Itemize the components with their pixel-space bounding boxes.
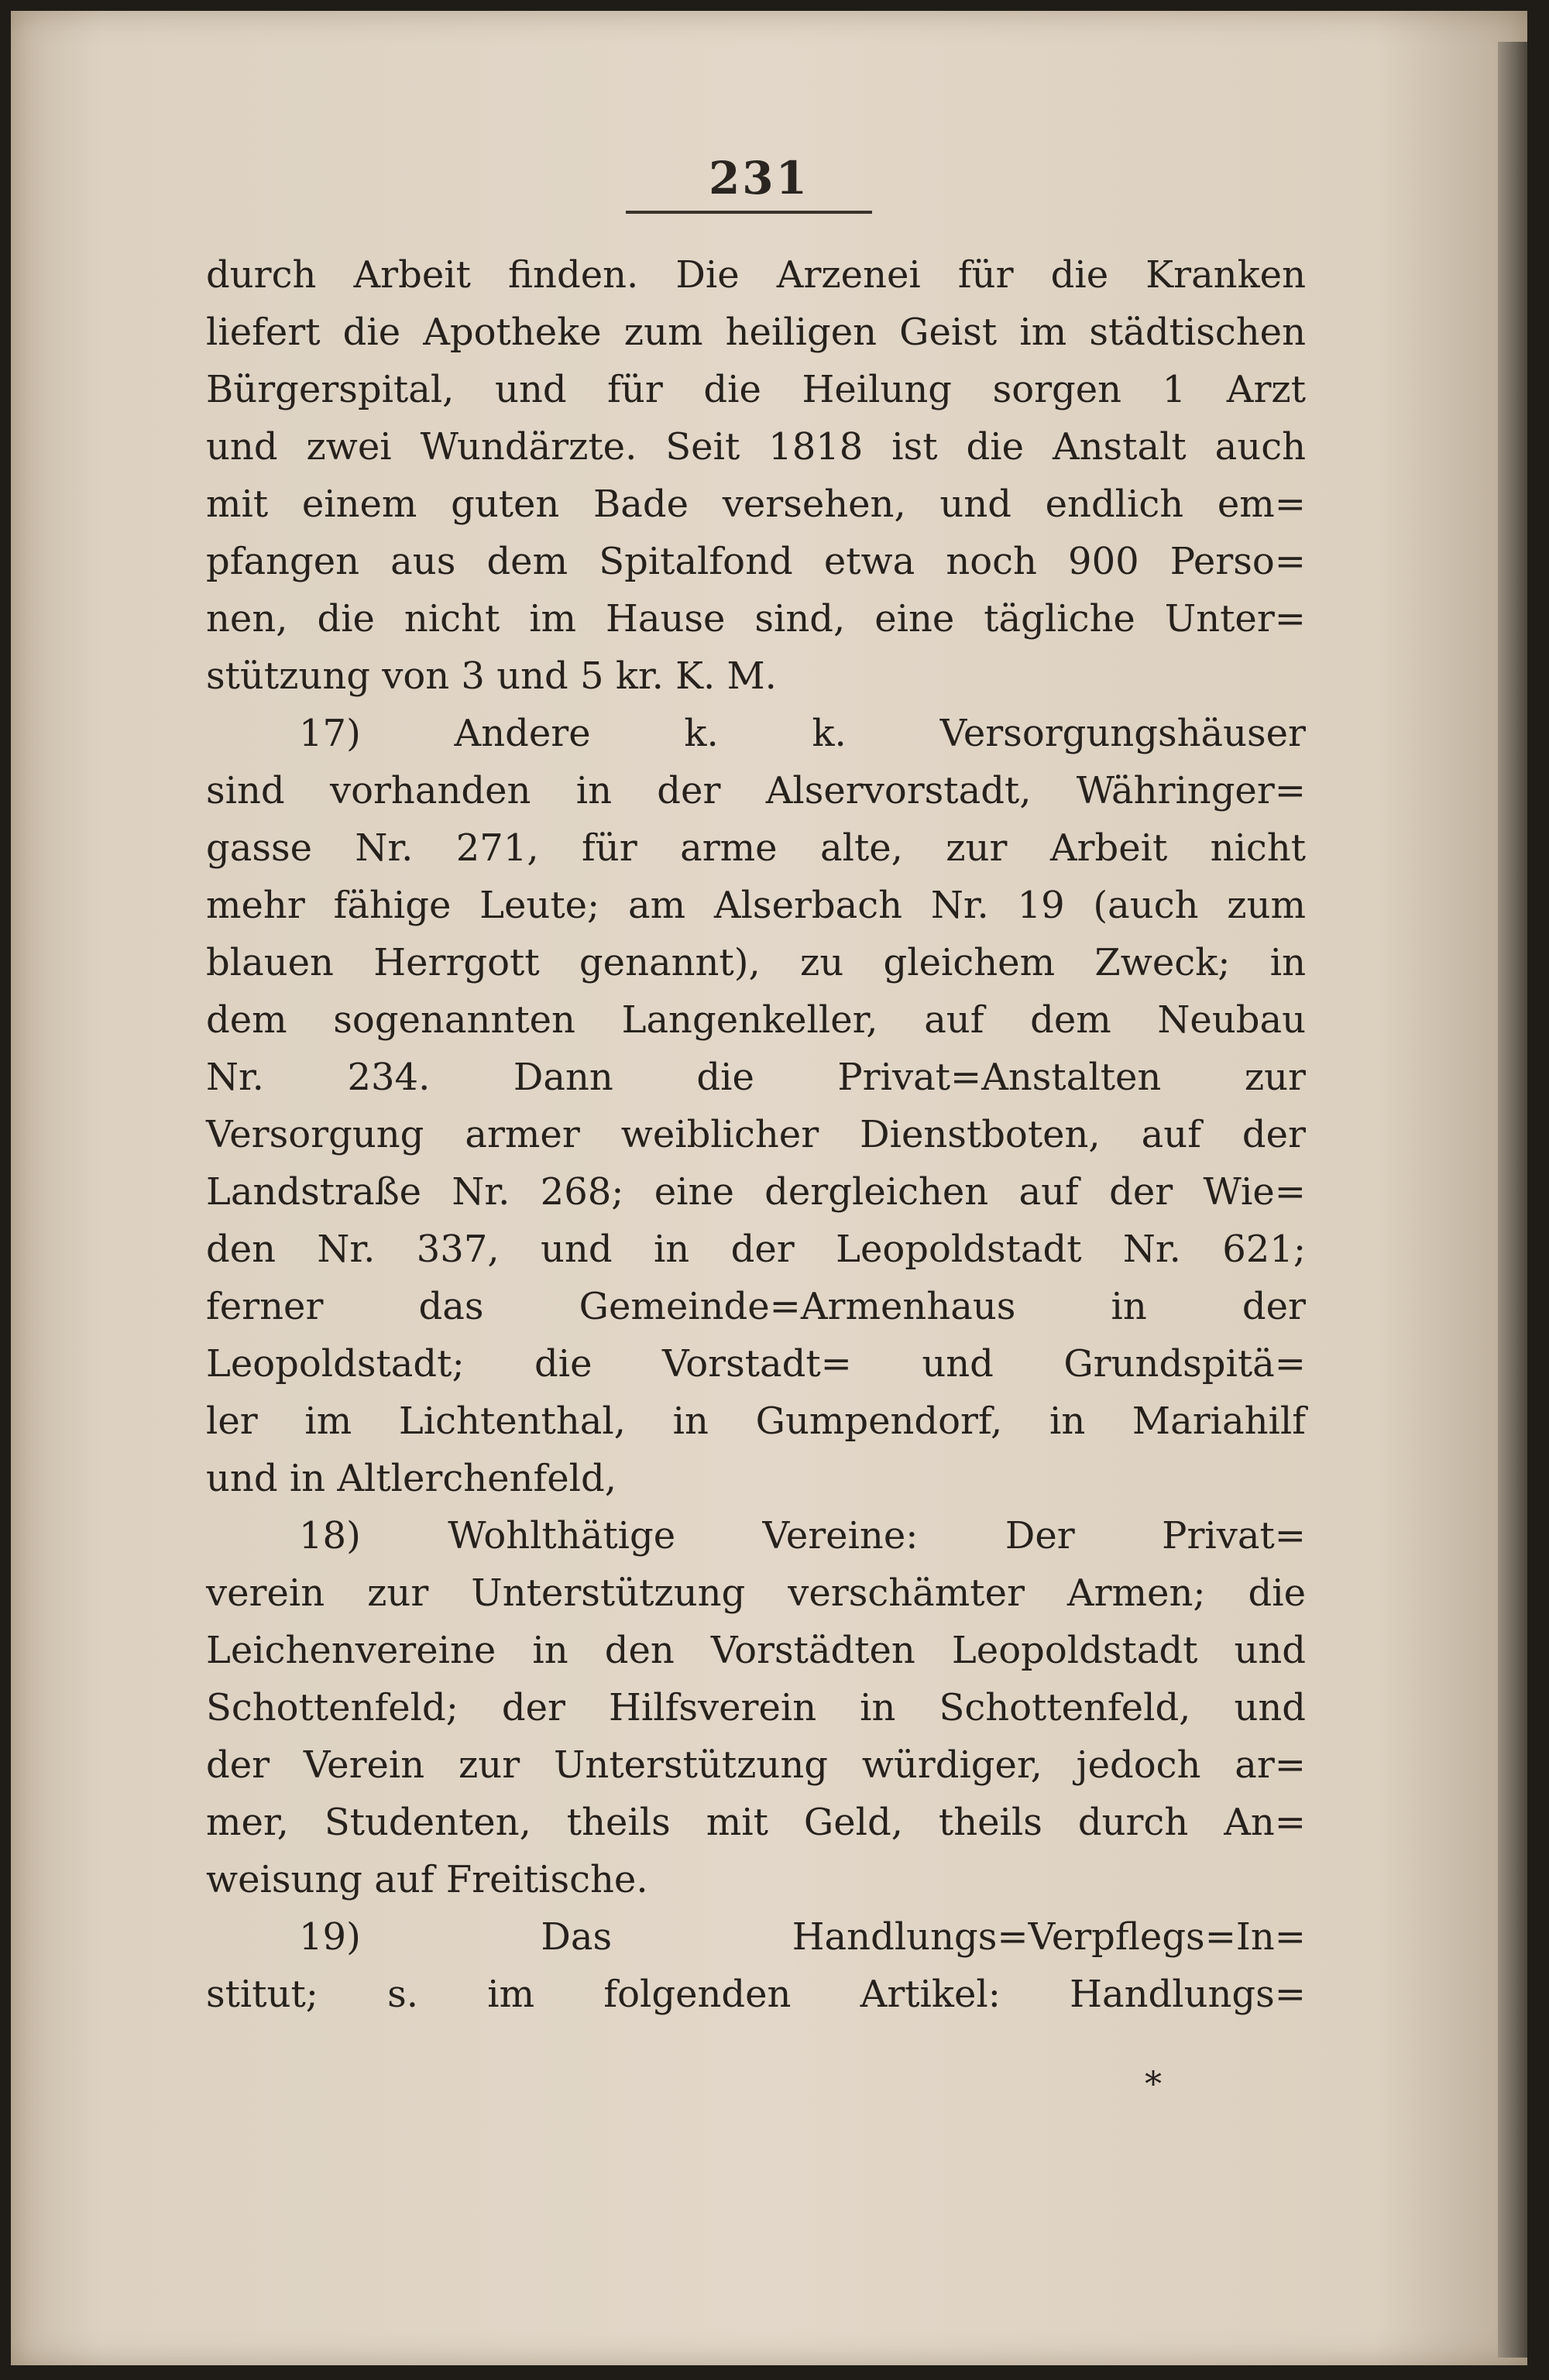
text-line: Leichenvereine in den Vorstädten Leopoldstadt und xyxy=(206,1629,1306,1672)
text-line: blauen Herrgott genannt), zu gleichem Zweck; in xyxy=(206,941,1306,984)
text-line: durch Arbeit finden. Die Arzenei für die Kranken xyxy=(206,253,1306,297)
text-line: Nr. 234. Dann die Privat=Anstalten zur xyxy=(206,1056,1306,1099)
text-line: stützung von 3 und 5 kr. K. M. xyxy=(206,654,777,698)
text-line: mit einem guten Bade versehen, und endlich em= xyxy=(206,483,1306,526)
body-text xyxy=(206,246,1306,2023)
text-line: den Nr. 337, und in der Leopoldstadt Nr. 621; xyxy=(206,1228,1306,1271)
text-line: Leopoldstadt; die Vorstadt= und Grundspitä= xyxy=(206,1342,1306,1386)
text-line: liefert die Apotheke zum heiligen Geist im städtischen xyxy=(206,311,1306,354)
text-line: Landstraße Nr. 268; eine dergleichen auf der Wie= xyxy=(206,1170,1306,1214)
text-line: ler im Lichtenthal, in Gumpendorf, in Mariahilf xyxy=(206,1399,1306,1443)
page-spine-edge xyxy=(1498,42,1527,2358)
text-line: gasse Nr. 271, für arme alte, zur Arbeit nicht xyxy=(206,826,1306,870)
text-line: der Verein zur Unterstützung würdiger, jedoch ar= xyxy=(206,1743,1306,1787)
signature-mark: * xyxy=(1145,2065,1162,2104)
page-number: 231 xyxy=(708,152,810,204)
text-line: Schottenfeld; der Hilfsverein in Schottenfeld, und xyxy=(206,1686,1306,1729)
text-line: dem sogenannten Langenkeller, auf dem Neubau xyxy=(206,998,1306,1042)
header-rule xyxy=(626,211,872,214)
text-line: und in Altlerchenfeld, xyxy=(206,1457,617,1500)
text-line: Versorgung armer weiblicher Dienstboten, auf der xyxy=(206,1113,1306,1156)
text-line: mehr fähige Leute; am Alserbach Nr. 19 (auch zum xyxy=(206,884,1306,927)
text-line: Bürgerspital, und für die Heilung sorgen 1 Arzt xyxy=(206,368,1306,411)
text-line: ferner das Gemeinde=Armenhaus in der xyxy=(206,1285,1306,1328)
text-line: verein zur Unterstützung verschämter Armen; die xyxy=(206,1571,1306,1615)
text-line: sind vorhanden in der Alservorstadt, Währinger= xyxy=(206,769,1306,812)
text-line: pfangen aus dem Spitalfond etwa noch 900 Perso= xyxy=(206,540,1306,583)
section-heading-17: 17) Andere k. k. Versorgungshäuser xyxy=(299,712,1306,755)
text-line: mer, Studenten, theils mit Geld, theils durch An= xyxy=(206,1801,1306,1844)
text-line: stitut; s. im folgenden Artikel: Handlungs= xyxy=(206,1973,1306,2016)
section-heading-19: 19) Das Handlungs=Verpflegs=In= xyxy=(299,1915,1306,1959)
text-line: weisung auf Freitische. xyxy=(206,1858,648,1901)
text-line: nen, die nicht im Hause sind, eine tägliche Unter= xyxy=(206,597,1306,641)
text-line: und zwei Wundärzte. Seit 1818 ist die Anstalt auch xyxy=(206,425,1306,469)
section-heading-18: 18) Wohlthätige Vereine: Der Privat= xyxy=(299,1514,1306,1557)
